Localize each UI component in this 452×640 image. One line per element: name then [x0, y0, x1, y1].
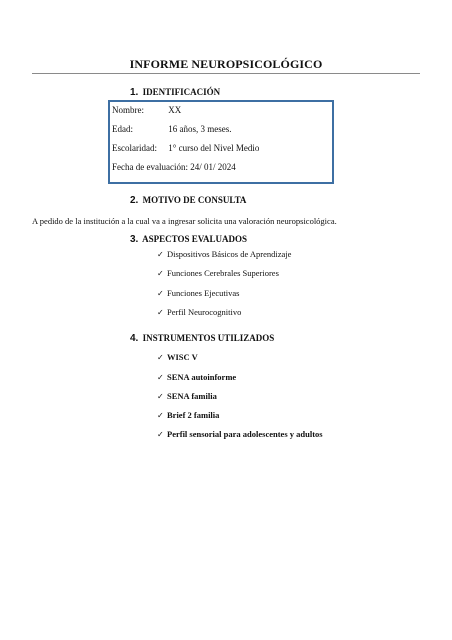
check-icon: ✓: [157, 308, 164, 317]
section-motivo-heading: [130, 195, 246, 206]
item-text: SENA autoinforme: [167, 372, 237, 382]
check-icon: ✓: [157, 250, 164, 259]
id-label: Escolaridad:: [112, 143, 157, 153]
item-text: Dispositivos Básicos de Aprendizaje: [167, 249, 292, 259]
id-value: XX: [168, 105, 182, 115]
id-row-fecha: [112, 162, 236, 172]
list-item: [157, 307, 241, 317]
check-icon: ✓: [157, 392, 164, 401]
check-icon: ✓: [157, 289, 164, 298]
section-title: IDENTIFICACIÓN: [142, 87, 221, 97]
list-item: [157, 429, 323, 439]
id-label-full: Fecha de evaluación:: [112, 162, 188, 172]
section-number: 2.: [130, 195, 139, 206]
section-number: 3.: [130, 234, 139, 245]
list-item: [157, 372, 236, 382]
section-number: 4.: [130, 333, 139, 344]
section-title: INSTRUMENTOS UTILIZADOS: [142, 333, 275, 343]
check-icon: ✓: [157, 269, 164, 278]
item-text: Perfil Neurocognitivo: [167, 307, 242, 317]
page-title: INFORME NEUROPSICOLÓGICO: [129, 57, 323, 71]
section-aspectos-heading: [130, 234, 247, 245]
section-identificacion-heading: [130, 87, 220, 98]
id-value: 24/ 01/ 2024: [190, 162, 236, 172]
title-divider: [32, 73, 420, 74]
check-icon: ✓: [157, 430, 164, 439]
id-row-escolaridad: [112, 143, 259, 153]
section-title: MOTIVO DE CONSULTA: [142, 195, 247, 205]
check-icon: ✓: [157, 353, 164, 362]
item-text: WISC V: [167, 352, 198, 362]
list-item: [157, 352, 198, 362]
section-number: 1.: [130, 87, 139, 98]
list-item: [157, 391, 217, 401]
list-item: [157, 249, 291, 259]
id-row-edad: [112, 124, 232, 134]
id-label: Edad:: [112, 124, 133, 134]
id-label: Nombre:: [112, 105, 144, 115]
id-row-nombre: [112, 105, 181, 115]
check-icon: ✓: [157, 373, 164, 382]
section-instrumentos-heading: [130, 333, 274, 344]
item-text: Brief 2 familia: [167, 410, 220, 420]
item-text: SENA familia: [167, 391, 217, 401]
item-text: Perfil sensorial para adolescentes y adultos: [167, 429, 323, 439]
list-item: [157, 288, 239, 298]
id-value: 1° curso del Nivel Medio: [168, 143, 260, 153]
id-value: 16 años, 3 meses.: [168, 124, 232, 134]
item-text: Funciones Ejecutivas: [167, 288, 240, 298]
check-icon: ✓: [157, 411, 164, 420]
list-item: [157, 410, 219, 420]
list-item: [157, 268, 279, 278]
item-text: Funciones Cerebrales Superiores: [167, 268, 279, 278]
motivo-paragraph: A pedido de la institución a la cual va a ingresar solicita una valoración neuropsicológica.: [32, 216, 337, 226]
section-title: ASPECTOS EVALUADOS: [142, 234, 248, 244]
